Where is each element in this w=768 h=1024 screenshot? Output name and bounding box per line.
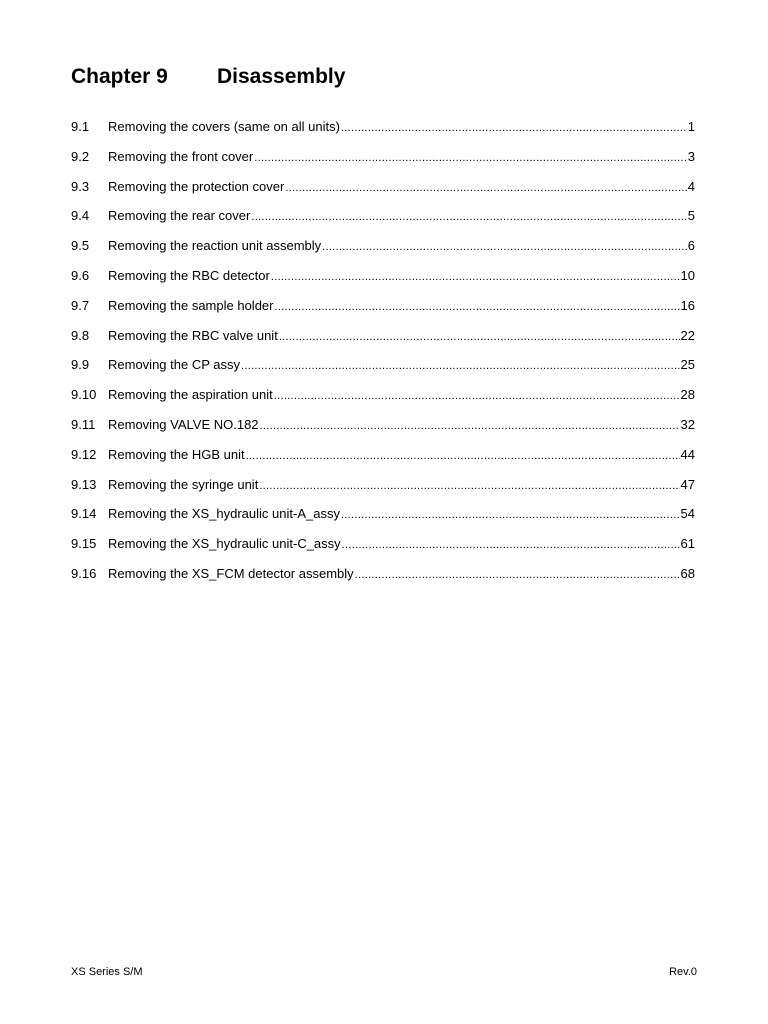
toc-entry-title: Removing the protection cover [108,178,285,194]
toc-entry-page: 61 [680,536,695,552]
table-of-contents [71,114,695,591]
toc-entry-page: 16 [680,297,695,313]
toc-entry-title: Removing the XS_hydraulic unit-A_assy [108,506,340,522]
toc-dot-leader [274,294,679,320]
toc-entry[interactable] [71,114,695,144]
toc-entry-title: Removing the CP assy [108,357,240,373]
toc-dot-leader [259,473,679,499]
toc-entry[interactable] [71,233,695,263]
toc-entry-number: 9.11 [71,416,96,432]
toc-entry-title: Removing the covers (same on all units) [108,119,340,134]
toc-dot-leader [279,324,680,350]
toc-entry-number: 9.10 [71,387,97,403]
toc-entry-page: 44 [680,446,695,462]
toc-entry[interactable] [71,293,695,323]
toc-entry-title: Removing the aspiration unit [108,387,273,403]
toc-entry-number: 9.6 [71,267,90,283]
toc-dot-leader [246,443,680,469]
toc-dot-leader [322,234,687,260]
toc-entry-page: 4 [687,178,695,194]
toc-entry[interactable] [71,263,695,293]
toc-entry-page: 28 [680,387,695,403]
toc-entry-number: 9.4 [71,208,90,224]
toc-dot-leader [285,175,686,201]
toc-entry-title: Removing the reaction unit assembly [108,238,322,254]
toc-dot-leader [341,502,680,528]
toc-entry-number: 9.14 [71,506,97,522]
toc-entry-page: 10 [680,267,695,283]
toc-entry-title: Removing VALVE NO.182 [108,416,259,432]
toc-entry-number: 9.16 [71,565,97,581]
toc-entry-page: 32 [680,416,695,432]
toc-entry[interactable] [71,144,695,174]
footer-revision: Rev.0 [669,966,697,978]
toc-dot-leader [251,204,686,230]
chapter-heading [71,63,345,91]
toc-dot-leader [342,532,680,558]
toc-entry-number: 9.7 [71,297,90,313]
toc-entry-page: 5 [687,208,695,224]
toc-entry-title: Removing the XS_FCM detector assembly [108,565,354,581]
toc-dot-leader [254,145,687,171]
toc-entry-title: Removing the RBC detector [108,267,270,283]
toc-dot-leader [271,264,680,290]
toc-entry-title: Removing the RBC valve unit [108,327,278,343]
toc-entry-number: 9.8 [71,327,90,343]
toc-entry-number: 9.9 [71,357,90,373]
footer-document-name: XS Series S/M [71,966,143,978]
toc-entry[interactable] [71,352,695,382]
toc-dot-leader [274,383,680,409]
toc-dot-leader [341,115,687,141]
toc-entry-number: 9.3 [71,178,90,194]
toc-entry-page: 1 [687,119,695,134]
toc-entry[interactable] [71,382,695,412]
toc-entry[interactable] [71,501,695,531]
toc-entry-page: 6 [687,238,695,254]
toc-entry-title: Removing the sample holder [108,297,274,313]
toc-entry[interactable] [71,472,695,502]
chapter-title: Disassembly [217,65,346,88]
toc-entry-title: Removing the XS_hydraulic unit-C_assy [108,536,341,552]
toc-entry-number: 9.12 [71,446,97,462]
toc-entry-page: 68 [680,565,695,581]
toc-entry-number: 9.2 [71,148,90,164]
toc-entry-number: 9.1 [71,119,90,134]
toc-entry-title: Removing the HGB unit [108,446,245,462]
toc-entry-page: 22 [680,327,695,343]
toc-dot-leader [260,413,680,439]
toc-entry-page: 47 [680,476,695,492]
toc-entry[interactable] [71,323,695,353]
toc-entry-page: 54 [680,506,695,522]
toc-entry-number: 9.13 [71,476,97,492]
toc-entry-title: Removing the front cover [108,148,254,164]
toc-dot-leader [355,562,680,588]
chapter-label: Chapter 9 [71,65,168,88]
toc-entry-number: 9.5 [71,238,90,254]
toc-dot-leader [241,353,680,379]
toc-entry[interactable] [71,531,695,561]
toc-entry[interactable] [71,412,695,442]
toc-entry[interactable] [71,203,695,233]
toc-entry-title: Removing the rear cover [108,208,251,224]
toc-entry[interactable] [71,442,695,472]
toc-entry-page: 25 [680,357,695,373]
toc-entry[interactable] [71,174,695,204]
toc-entry-title: Removing the syringe unit [108,476,259,492]
toc-entry-number: 9.15 [71,536,97,552]
toc-entry-page: 3 [687,148,695,164]
toc-entry[interactable] [71,561,695,591]
